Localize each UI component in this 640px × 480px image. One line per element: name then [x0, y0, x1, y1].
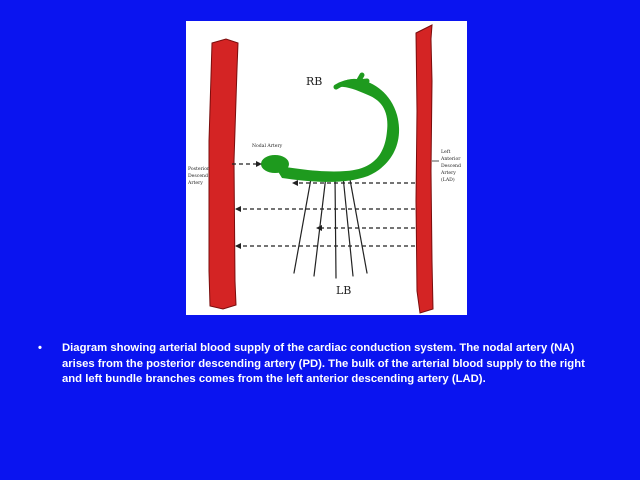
- posterior-label-line-2: Descend: [188, 174, 208, 179]
- lad-label-line-2: Anterior: [441, 157, 461, 162]
- lad-label-line-1: Left: [441, 150, 451, 155]
- conduction-diagram: [186, 21, 467, 315]
- lad-label-line-3: Descend: [441, 164, 461, 169]
- posterior-descending-artery: [209, 39, 238, 309]
- av-node: [261, 155, 289, 173]
- left-bundle-fibers: [294, 173, 367, 278]
- posterior-label-line-1: Posterior: [188, 167, 210, 172]
- diagram-svg: [186, 21, 467, 315]
- posterior-label-line-3: Artery: [188, 181, 203, 186]
- lad-label-line-5: (LAD): [441, 178, 455, 183]
- his-bundle: [274, 79, 399, 182]
- lad-label-line-4: Artery: [441, 171, 456, 176]
- left-anterior-descending-artery: [416, 25, 433, 313]
- nodal-artery-label: Nodal Artery: [252, 144, 283, 149]
- caption: [38, 341, 608, 388]
- lb-label: LB: [336, 284, 352, 297]
- bullet-marker: •: [38, 342, 42, 354]
- caption-text: Diagram showing arterial blood supply of the cardiac conduction system. The nodal artery (NA) arises from the posterior descending artery (PD). The bulk of the arterial blood supply to the right and left bundle branches comes from the left anterior descending artery (LAD).: [62, 342, 585, 385]
- rb-label: RB: [306, 75, 323, 88]
